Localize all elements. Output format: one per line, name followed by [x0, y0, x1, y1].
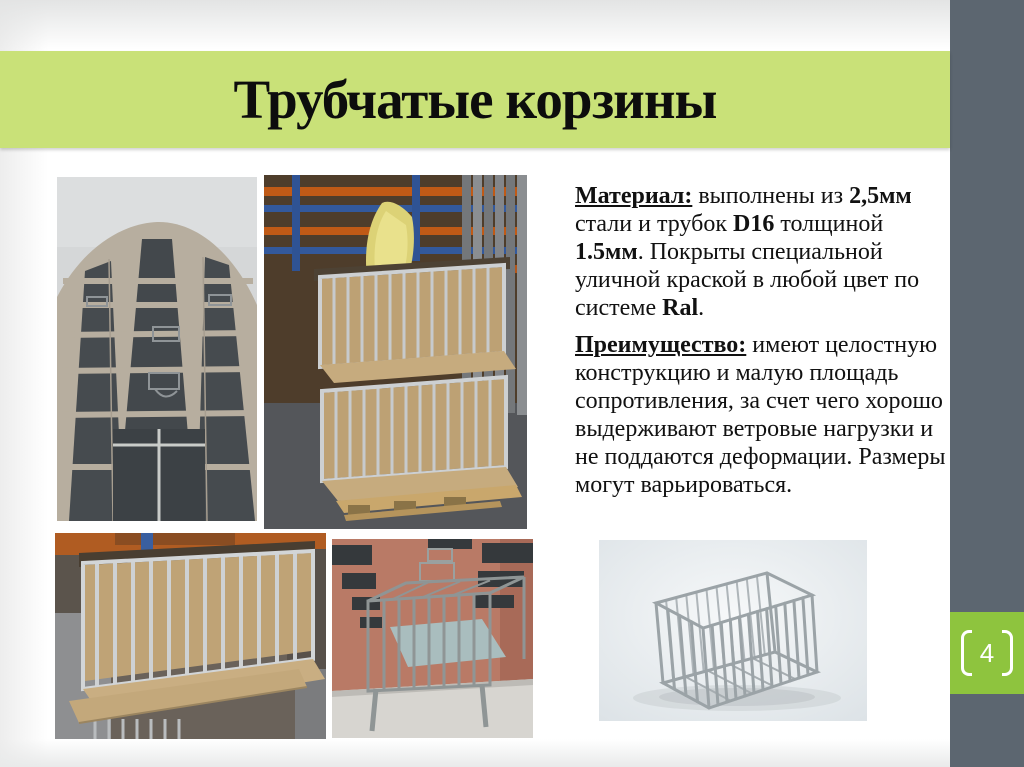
- building-facade-svg: [57, 177, 257, 521]
- stacked-baskets-svg: [264, 175, 527, 529]
- text-segment: имеют целостную конструкцию и малую площадь сопротивления, за счет чего хорошо выдерживают ветровые нагрузки и не поддаются деформации. Размеры могут варьироваться.: [575, 332, 946, 498]
- tubular-basket-3d-render: [599, 540, 867, 721]
- right-sidebar: [950, 0, 1024, 767]
- material-paragraph: [575, 182, 947, 322]
- advantage-paragraph: [575, 331, 947, 499]
- basket-closeup-svg: [55, 533, 326, 739]
- building-facade-photo: [57, 177, 257, 521]
- text-segment: стали и трубок: [575, 211, 733, 237]
- text-segment: толщиной: [774, 211, 884, 237]
- facade-cage-svg: [332, 539, 533, 738]
- title-banner: [0, 51, 950, 148]
- stacked-tubular-baskets-photo: [264, 175, 527, 529]
- page-number: 4: [979, 638, 995, 668]
- text-segment: . Покрыты специальной уличной краской в любой цвет по системе: [575, 239, 920, 321]
- facade-mounted-cage-photo: [332, 539, 533, 738]
- bracket-left-icon: [961, 630, 972, 676]
- text-segment: 2,5мм: [849, 183, 912, 209]
- page-number-badge: [950, 612, 1024, 694]
- text-segment: Ral: [662, 295, 699, 321]
- text-block: [575, 182, 947, 499]
- text-segment: D16: [732, 211, 775, 237]
- bracket-right-icon: [1002, 630, 1013, 676]
- cad-render-svg: [599, 540, 867, 721]
- text-segment: выполнены из: [692, 183, 850, 209]
- text-segment: .: [698, 295, 705, 321]
- slide-title: Трубчатые корзины: [233, 69, 717, 130]
- tubular-basket-closeup-photo: [55, 533, 326, 739]
- advantage-label: Преимущество:: [575, 332, 747, 358]
- material-label: Материал:: [575, 183, 693, 209]
- text-segment: 1.5мм: [575, 239, 638, 265]
